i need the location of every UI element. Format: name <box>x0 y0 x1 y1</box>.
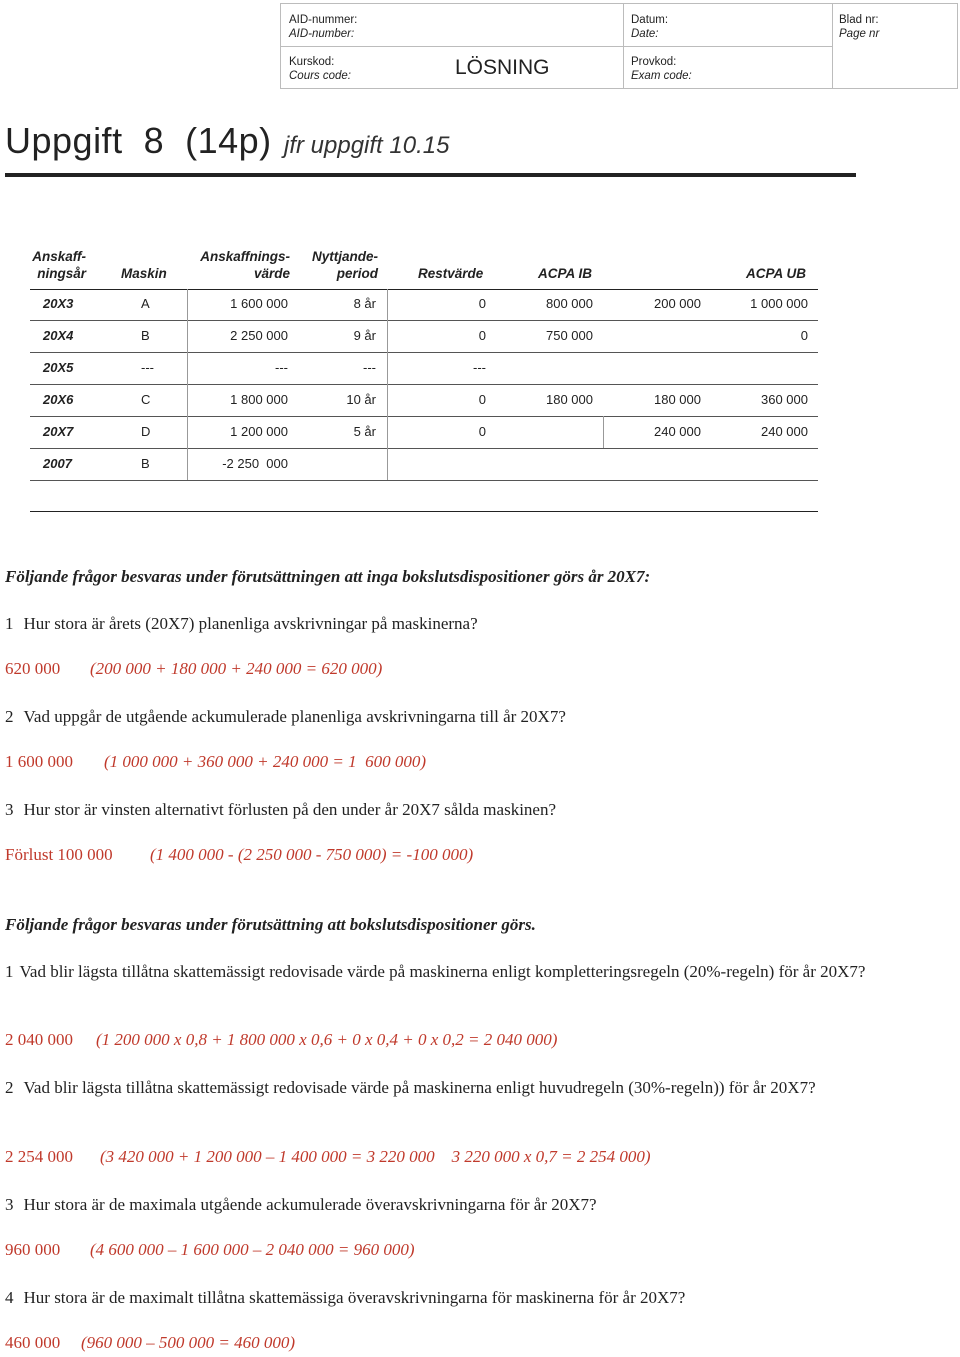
table-cell: 20X6 <box>43 392 74 407</box>
table-cell: 750 000 <box>546 328 593 343</box>
table-cell: 0 <box>800 328 808 343</box>
date-label: Datum: Date: <box>631 14 669 40</box>
question <box>5 1193 875 1217</box>
question <box>5 960 875 984</box>
table-cell: 1 800 000 <box>230 392 288 407</box>
table-cell: 240 000 <box>761 424 808 439</box>
table-cell: C <box>141 392 151 407</box>
page-number-label: Blad nr: Page nr <box>839 14 880 40</box>
table-cell: B <box>141 328 150 343</box>
answer-value: Förlust 100 000 <box>5 845 113 864</box>
answer <box>5 845 474 865</box>
answer <box>5 1333 296 1353</box>
table-cell: --- <box>473 360 486 375</box>
question-number: 1 <box>5 614 14 633</box>
row-rule <box>30 384 818 385</box>
column-divider <box>603 416 604 448</box>
question-number: 3 <box>5 800 14 819</box>
header-divider <box>281 46 833 47</box>
table-cell: -2 250 000 <box>222 456 288 471</box>
table-cell: 0 <box>478 392 486 407</box>
section-heading: Följande frågor besvaras under förutsättningen att inga bokslutsdispositioner görs år 20X7: <box>5 567 651 586</box>
question-text: Hur stor är vinsten alternativt förlusten på den under år 20X7 sålda maskinen? <box>23 800 557 819</box>
answer <box>5 659 383 679</box>
question <box>5 612 875 636</box>
question <box>5 798 875 822</box>
table-cell: 20X7 <box>43 424 74 439</box>
question-number: 2 <box>5 1078 14 1097</box>
table-cell: 10 år <box>346 392 376 407</box>
answer <box>5 752 426 772</box>
answer <box>5 1147 651 1167</box>
table-cell: 1 600 000 <box>230 296 288 311</box>
table-cell: 1 200 000 <box>230 424 288 439</box>
table-cell: 800 000 <box>546 296 593 311</box>
table-cell: --- <box>275 360 288 375</box>
row-rule <box>30 320 818 321</box>
row-rule <box>30 448 818 449</box>
table-cell: 240 000 <box>654 424 701 439</box>
col-header-acpa-ub: ACPA UB <box>746 266 806 281</box>
col-header-acquisition-value: Anskaffnings- värde <box>200 249 290 281</box>
answer-value: 2 254 000 <box>5 1147 73 1166</box>
table-cell: --- <box>363 360 376 375</box>
table-rule <box>30 511 818 512</box>
table-cell: A <box>141 296 150 311</box>
question-number: 3 <box>5 1195 14 1214</box>
task-reference: jfr uppgift 10.15 <box>284 132 450 159</box>
question-number: 4 <box>5 1288 14 1307</box>
answer-value: 960 000 <box>5 1240 61 1259</box>
question-number: 1 <box>5 962 14 981</box>
course-code-label: Kurskod: Cours code: <box>289 56 352 82</box>
table-cell: 0 <box>478 424 486 439</box>
answer-calculation: (4 600 000 – 1 600 000 – 2 040 000 = 960 000) <box>90 1240 415 1259</box>
table-cell: 180 000 <box>654 392 701 407</box>
row-rule <box>30 352 818 353</box>
section-heading: Följande frågor besvaras under förutsättning att bokslutsdispositioner görs. <box>5 915 536 934</box>
answer-value: 2 040 000 <box>5 1030 73 1049</box>
table-cell: 2007 <box>43 456 72 471</box>
title-rule <box>5 173 856 177</box>
row-rule <box>30 416 818 417</box>
table-cell: 1 000 000 <box>750 296 808 311</box>
question-text: Hur stora är de maximalt tillåtna skattemässiga överavskrivningarna för maskinerna för år 20X7? <box>23 1288 686 1307</box>
answer-calculation: (1 400 000 - (2 250 000 - 750 000) = -100 000) <box>150 845 474 864</box>
course-code-value: LÖSNING <box>455 56 550 79</box>
table-cell: --- <box>141 360 154 375</box>
table-cell: B <box>141 456 150 471</box>
row-rule <box>30 480 818 481</box>
table-cell: 0 <box>478 328 486 343</box>
aid-number-label: AID-nummer: AID-number: <box>289 14 358 40</box>
question-text: Hur stora är de maximala utgående ackumulerade överavskrivningarna för år 20X7? <box>23 1195 597 1214</box>
question-text: Vad uppgår de utgående ackumulerade planenliga avskrivningarna till år 20X7? <box>23 707 566 726</box>
answer-calculation: (1 000 000 + 360 000 + 240 000 = 1 600 000) <box>104 752 426 771</box>
table-cell: 180 000 <box>546 392 593 407</box>
question-number: 2 <box>5 707 14 726</box>
header-box <box>280 3 958 89</box>
answer-calculation: (200 000 + 180 000 + 240 000 = 620 000) <box>90 659 383 678</box>
col-header-useful-life: Nyttjande- period <box>311 249 378 281</box>
answer-calculation: (1 200 000 x 0,8 + 1 800 000 x 0,6 + 0 x 0,4 + 0 x 0,2 = 2 040 000) <box>96 1030 558 1049</box>
table-cell: D <box>141 424 151 439</box>
answer-value: 1 600 000 <box>5 752 73 771</box>
table-cell: 0 <box>478 296 486 311</box>
answer-calculation: (3 420 000 + 1 200 000 – 1 400 000 = 3 220 000 3 220 000 x 0,7 = 2 254 000) <box>100 1147 651 1166</box>
col-header-acpa-ib: ACPA IB <box>538 266 592 281</box>
task-title: Uppgift 8 (14p) <box>5 120 272 161</box>
table-rule <box>30 289 818 290</box>
col-header-residual-value: Restvärde <box>418 266 484 281</box>
exam-code-label: Provkod: Exam code: <box>631 56 692 82</box>
table-cell: 5 år <box>353 424 376 439</box>
table-cell: 200 000 <box>654 296 701 311</box>
table-cell: 2 250 000 <box>230 328 288 343</box>
answer <box>5 1240 415 1260</box>
table-cell: 9 år <box>353 328 376 343</box>
question-text: Hur stora är årets (20X7) planenliga avskrivningar på maskinerna? <box>23 614 478 633</box>
question <box>5 705 875 729</box>
question-text: Vad blir lägsta tillåtna skattemässigt redovisade värde på maskinerna enligt kompletteringsregeln (20%-regeln) för år 20X7? <box>19 962 866 981</box>
table-cell: 360 000 <box>761 392 808 407</box>
answer-value: 460 000 <box>5 1333 61 1352</box>
table-cell: 8 år <box>353 296 376 311</box>
answer-value: 620 000 <box>5 659 61 678</box>
table-cell: 20X3 <box>43 296 74 311</box>
table-cell: 20X4 <box>43 328 74 343</box>
question <box>5 1076 875 1100</box>
table-cell: 20X5 <box>43 360 74 375</box>
question <box>5 1286 875 1310</box>
question-text: Vad blir lägsta tillåtna skattemässigt redovisade värde på maskinerna enligt huvudregeln (30%-regeln)) för år 20X7? <box>23 1078 816 1097</box>
col-header-year: Anskaff- ningsår <box>32 249 86 281</box>
answer <box>5 1030 558 1050</box>
answer-calculation: (960 000 – 500 000 = 460 000) <box>81 1333 296 1352</box>
col-header-machine: Maskin <box>121 266 167 281</box>
column-divider <box>387 289 388 480</box>
column-divider <box>187 289 188 480</box>
